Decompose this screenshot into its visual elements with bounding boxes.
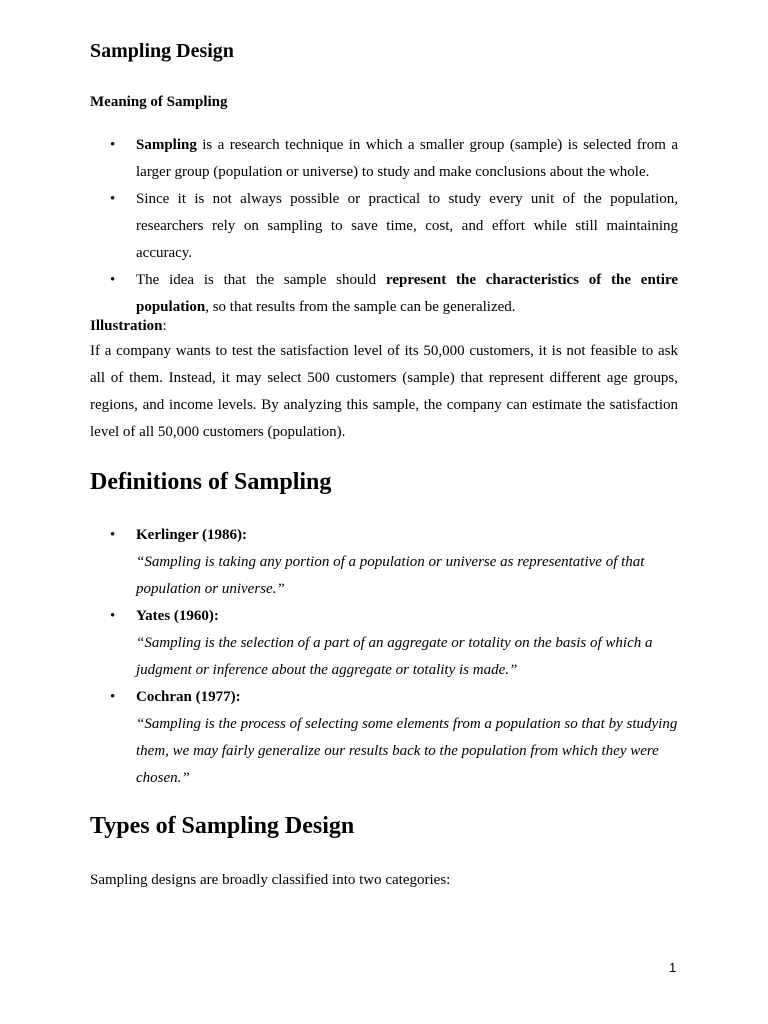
definition-item [108, 522, 678, 603]
list-item-text-end: , so that results from the sample can be generalized. [205, 299, 516, 315]
bold-phrase: represent the characteristics of the entire population [136, 272, 678, 315]
section-heading-definitions: Definitions of Sampling [90, 469, 332, 495]
illustration-label-text: Illustration [90, 318, 163, 334]
illustration-paragraph: If a company wants to test the satisfaction level of its 50,000 customers, it is not feasible to ask all of them. Instead, it may select 500 customers (sample) that represent different age groups, regions, and income levels. By analyzing this sample, the company can estimate the satisfaction level of all 50,000 customers (population). [90, 343, 678, 440]
bold-term: Sampling [136, 137, 197, 153]
definition-quote: “Sampling is the process of selecting some elements from a population so that by studying them, we may fairly generalize our results back to the population from which they were chosen.” [136, 716, 678, 786]
definition-author: Yates (1960): [136, 608, 219, 624]
illustration-label [90, 313, 167, 340]
bullet-icon: • [110, 527, 116, 543]
definition-author: Kerlinger (1986): [136, 527, 247, 543]
list-item [108, 186, 678, 267]
document-title: Sampling Design [90, 40, 234, 62]
page-number: 1 [669, 960, 677, 975]
list-item [108, 132, 678, 186]
definition-item [108, 684, 678, 792]
definition-item [108, 603, 678, 684]
bullet-icon: • [110, 689, 116, 705]
illustration-colon: : [162, 318, 167, 334]
types-intro-text: Sampling designs are broadly classified into two categories: [90, 872, 451, 888]
list-item-text: The idea is that the sample should [136, 272, 386, 288]
definition-author: Cochran (1977): [136, 689, 241, 705]
list-item [108, 267, 678, 321]
list-item-text: is a research technique in which a smaller group (sample) is selected from a larger group (population or universe) to study and make conclusions about the whole. [136, 137, 678, 180]
section-heading-meaning: Meaning of Sampling [90, 94, 228, 110]
bullet-icon: • [110, 191, 116, 207]
section-heading-types: Types of Sampling Design [90, 813, 355, 839]
bullet-icon: • [110, 608, 116, 624]
definition-quote: “Sampling is taking any portion of a population or universe as representative of that population or universe.” [136, 554, 645, 597]
definitions-list [108, 522, 678, 792]
meaning-bullet-list [108, 132, 678, 321]
bullet-icon: • [110, 272, 116, 288]
bullet-icon: • [110, 137, 116, 153]
list-item-text: Since it is not always possible or practical to study every unit of the population, researchers rely on sampling to save time, cost, and effort while still maintaining accuracy. [136, 191, 678, 261]
definition-quote: “Sampling is the selection of a part of an aggregate or totality on the basis of which a judgment or inference about the aggregate or totality is made.” [136, 635, 653, 678]
